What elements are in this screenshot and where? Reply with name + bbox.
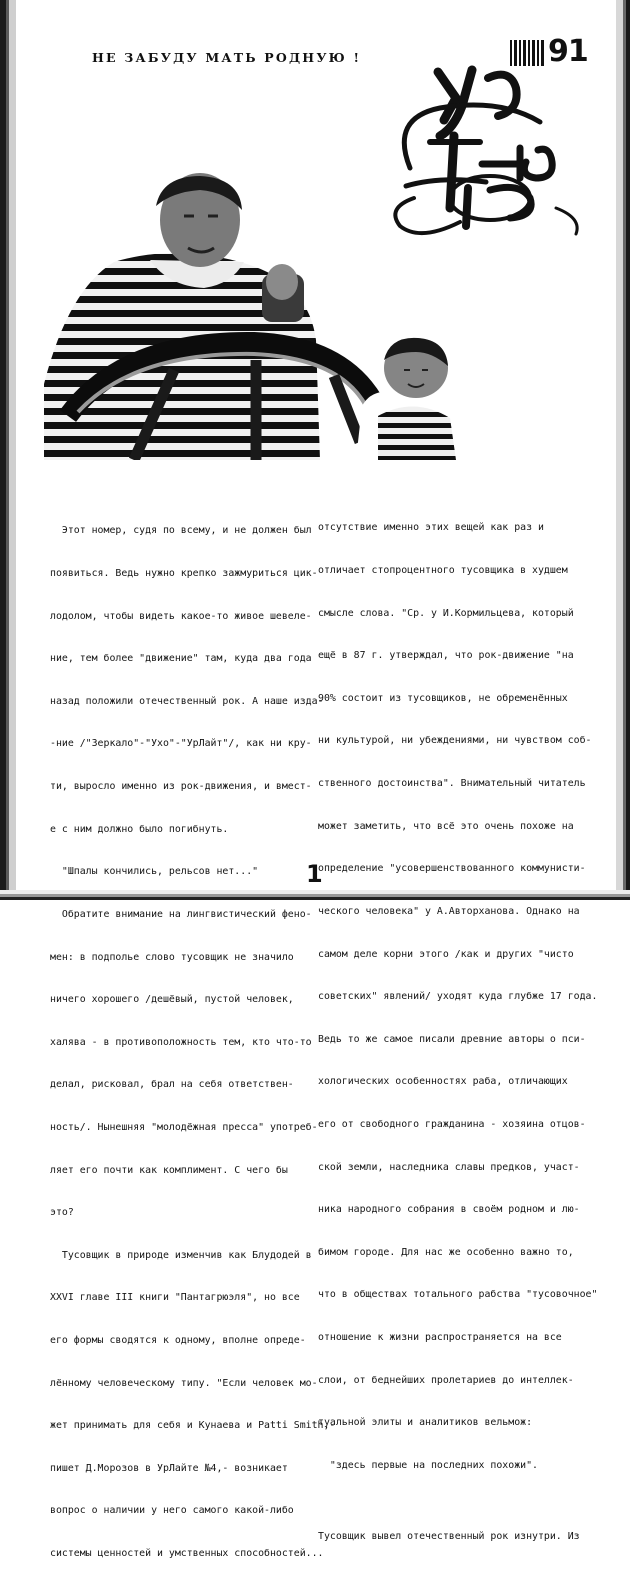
text-line: ственного достоинства". Внимательный читатель [318,778,586,790]
text-line: Обратите внимание на лингвистический фено- [50,908,312,920]
text-line: 90% состоит из тусовщиков, не обременённых [318,692,568,704]
text-line: это? [50,1207,74,1219]
text-line: е с ним должно было погибнуть. [50,823,229,835]
text-line: появиться. Ведь нужно крепко зажмуриться цик- [50,568,318,580]
text-line: самом деле корни этого /как и других "чисто [318,948,574,960]
text-line: ещё в 87 г. утверждал, что рок-движение "на [318,650,574,662]
left-page-edge [0,0,16,900]
text-line: бимом городе. Для нас же особенно важно то, [318,1246,574,1258]
text-line: ческого человека" у А.Авторханова. Однако на [318,905,580,917]
text-line: назад положили отечественный рок. А наше изда- [50,695,324,707]
text-line: ничего хорошего /дешёвый, пустой человек, [50,994,294,1006]
text-line: ника народного собрания в своём родном и лю- [318,1204,580,1216]
text-line: может заметить, что всё это очень похоже на [318,820,574,832]
text-line: отношение к жизни распространяется на все [318,1331,562,1343]
text-line: халява - в противоположность тем, кто что-то [50,1036,312,1048]
text-line: жет принимать для себя и Кунаева и Patti Smith,- [50,1420,336,1432]
text-line: определение "усовершенствованного коммунисти- [318,863,586,875]
issue-number: 91 [548,34,588,69]
text-line: делал, рисковал, брал на себя ответствен- [50,1079,294,1091]
text-line: его от свободного гражданина - хозяина отцов- [318,1118,586,1130]
text-line: слои, от беднейших пролетариев до интеллек- [318,1374,574,1386]
text-line: "Шпалы кончились, рельсов нет..." [50,866,259,878]
headline: НЕ ЗАБУДУ МАТЬ РОДНУЮ ! [92,50,362,65]
article-right-column [318,493,597,1558]
text-line: отсутствие именно этих вещей как раз и [318,522,544,534]
article-left-column [50,496,335,1575]
photo-man-and-boy-at-ship-wheel [44,170,460,460]
text-line: системы ценностей и умственных способностей... [50,1548,324,1560]
right-page-edge [616,0,630,900]
text-line: советских" явлений/ уходят куда глубже 17 года. [318,991,598,1003]
text-line: Тусовщик в природе изменчив как Блудодей в [50,1249,312,1261]
text-line: ской земли, наследника славы предков, участ- [318,1161,580,1173]
text-line: ни культурой, ни убеждениями, ни чувством соб- [318,735,592,747]
text-line: хологических особенностях раба, отличающих [318,1076,568,1088]
text-line: вопрос о наличии у него самого какой-либо [50,1505,294,1517]
text-line: XXVI главе III книги "Пантагрюэля", но все [50,1292,300,1304]
text-line: ти, выросло именно из рок-движения, и вмест- [50,781,312,793]
text-line: "здесь первые на последних похожи". [318,1459,538,1471]
text-line: -ние /"Зеркало"-"Ухо"-"УрЛайт"/, как ни кру- [50,738,312,750]
text-line: ляет его почти как комплимент. С чего бы [50,1164,288,1176]
text-line: отличает стопроцентного тусовщика в худшем [318,565,568,577]
text-line: лодолом, чтобы видеть какое-то живое шевеле- [50,610,312,622]
text-line: что в обществах тотального рабства "тусовочное" [318,1289,598,1301]
text-line: смысле слова. "Ср. у И.Кормильцева, который [318,607,574,619]
text-line: ние, тем более "движение" там, куда два года [50,653,312,665]
text-line: пишет Д.Морозов в УрЛайте №4,- возникает [50,1462,288,1474]
text-line: лённому человеческому типу. "Если человек мо- [50,1377,318,1389]
text-line: Этот номер, судя по всему, и не должен был [50,525,312,537]
text-line: ность/. Нынешняя "молодёжная пресса" употреб- [50,1121,318,1133]
text-line: Тусовщик вывел отечественный рок изнутри. Из [318,1530,580,1542]
text-line: его формы сводятся к одному, вполне опреде- [50,1334,306,1346]
text-line: мен: в подполье слово тусовщик не значило [50,951,294,963]
page-number: 1 [306,860,323,888]
text-line: туальной элиты и аналитиков вельмож: [318,1417,533,1429]
text-line: Ведь то же самое писали древние авторы о пси- [318,1033,586,1045]
